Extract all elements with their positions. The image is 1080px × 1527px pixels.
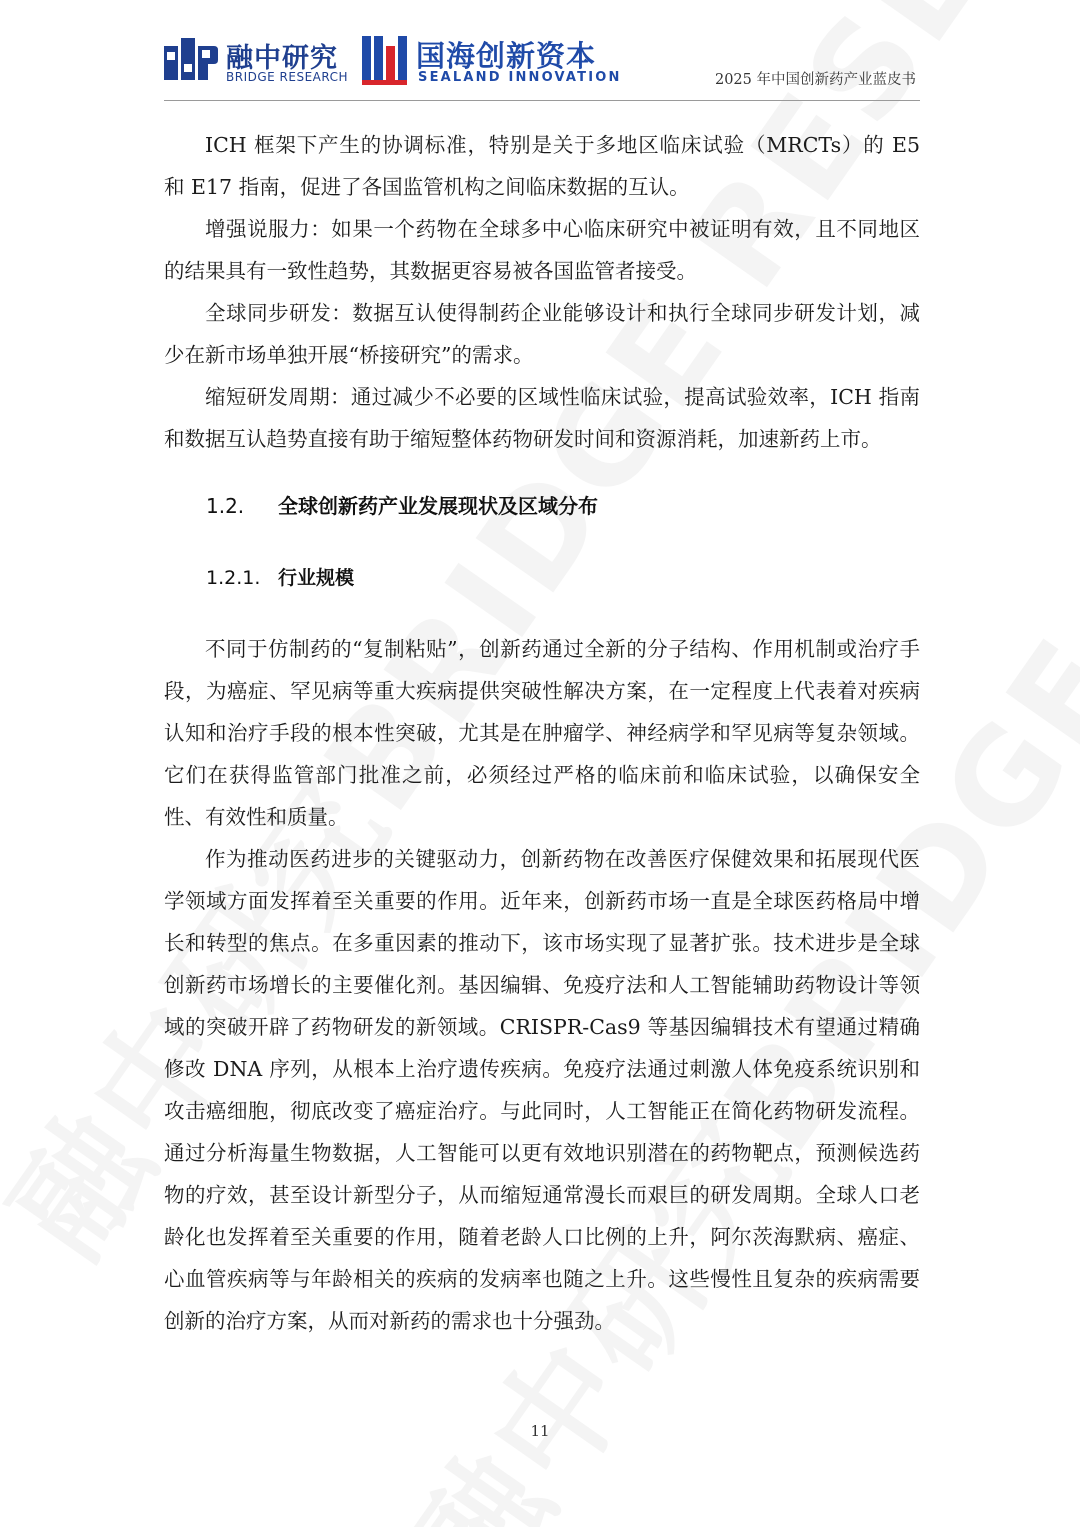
document-title: 2025 年中国创新药产业蓝皮书 xyxy=(714,72,916,88)
paragraph: 增强说服力：如果一个药物在全球多中心临床研究中被证明有效，且不同地区的结果具有一致性趋势，其数据更容易被各国监管者接受。 xyxy=(164,217,920,283)
section-heading xyxy=(206,490,598,519)
body-top xyxy=(164,124,920,460)
paragraph: 作为推动医药进步的关键驱动力，创新药物在改善医疗保健效果和拓展现代医学领域方面发挥着至关重要的作用。近年来，创新药市场一直是全球医药格局中增长和转型的焦点。在多重因素的推动下，该市场实现了显著扩张。技术进步是全球创新药市场增长的主要催化剂。基因编辑、免疫疗法和人工智能辅助药物设计等领域的突破开辟了药物研发的新领域。CRISPR-Cas9 等基因编辑技术有望通过精确修改 DNA 序列，从根本上治疗遗传疾病。免疫疗法通过刺激人体免疫系统识别和攻击癌细胞，彻底改变了癌症治疗。与此同时，人工智能正在简化药物研发流程。通过分析海量生物数据，人工智能可以更有效地识别潜在的药物靶点，预测候选药物的疗效，甚至设计新型分子，从而缩短通常漫长而艰巨的研发周期。全球人口老龄化也发挥着至关重要的作用，随着老龄人口比例的上升，阿尔茨海默病、癌症、心血管疾病等与年龄相关的疾病的发病率也随之上升。这些慢性且复杂的疾病需要创新的治疗方案，从而对新药的需求也十分强劲。 xyxy=(164,847,920,1333)
paragraph: 全球同步研发：数据互认使得制药企业能够设计和执行全球同步研发计划，减少在新市场单独开展“桥接研究”的需求。 xyxy=(164,301,920,367)
bridge-research-logo-sub: BRIDGE RESEARCH xyxy=(226,70,349,84)
page-number: 11 xyxy=(530,1422,550,1440)
body-bottom xyxy=(164,628,920,1342)
bridge-research-logo-name: 融中研究 xyxy=(226,43,338,74)
section-title: 全球创新药产业发展现状及区域分布 xyxy=(278,494,598,518)
paragraph: ICH 框架下产生的协调标准，特别是关于多地区临床试验（MRCTs）的 E5 和 E17 指南，促进了各国监管机构之间临床数据的互认。 xyxy=(164,133,920,199)
bridge-research-logo-icon xyxy=(164,38,218,84)
subsection-title: 行业规模 xyxy=(278,567,355,589)
sealand-innovation-logo-sub: SEALAND INNOVATION xyxy=(418,70,622,85)
paragraph: 缩短研发周期：通过减少不必要的区域性临床试验，提高试验效率，ICH 指南和数据互认趋势直接有助于缩短整体药物研发时间和资源消耗，加速新药上市。 xyxy=(164,385,920,451)
paragraph: 不同于仿制药的“复制粘贴”，创新药通过全新的分子结构、作用机制或治疗手段，为癌症、罕见病等重大疾病提供突破性解决方案，在一定程度上代表着对疾病认知和治疗手段的根本性突破，尤其是在肿瘤学、神经病学和罕见病等复杂领域。它们在获得监管部门批准之前，必须经过严格的临床前和临床试验，以确保安全性、有效性和质量。 xyxy=(164,637,920,829)
header-divider xyxy=(164,100,920,101)
sealand-innovation-logo-icon xyxy=(362,34,408,86)
sealand-innovation-logo-name: 国海创新资本 xyxy=(416,39,597,73)
subsection-number: 1.2.1. xyxy=(206,567,261,589)
page-header xyxy=(164,30,920,100)
section-number: 1.2. xyxy=(206,494,245,518)
subsection-heading xyxy=(206,563,354,590)
